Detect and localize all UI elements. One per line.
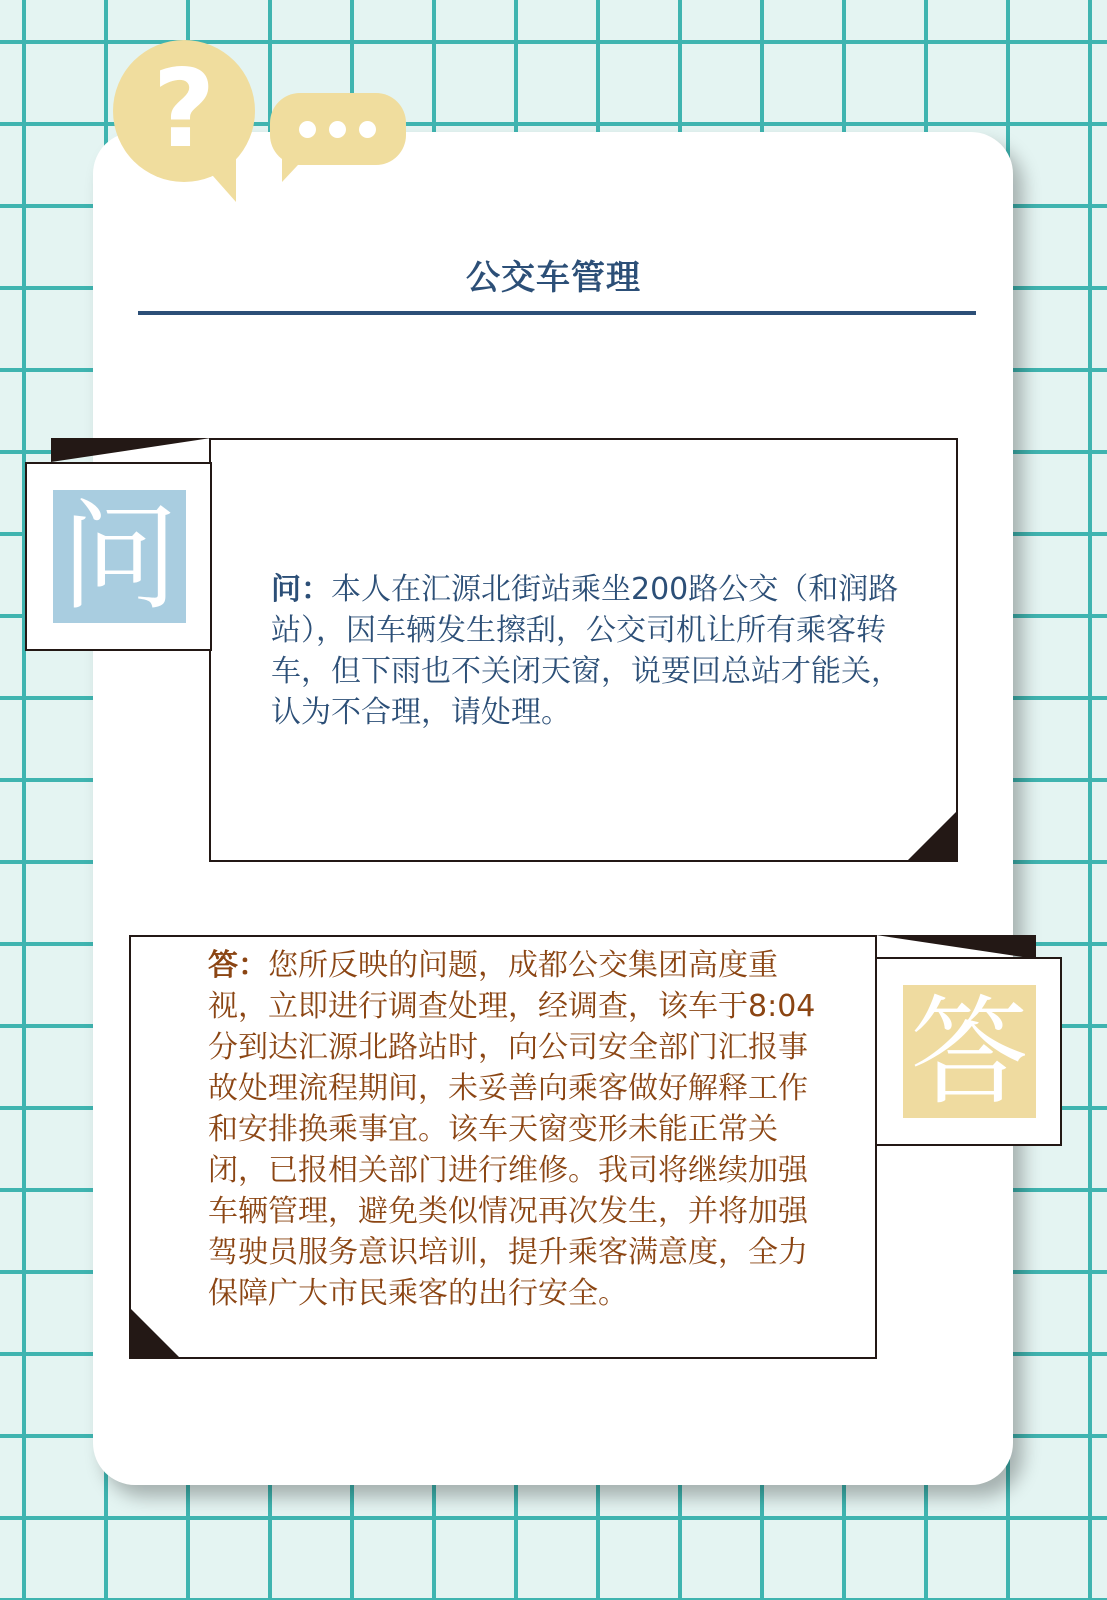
question-fold-corner [906,810,958,862]
question-tag [25,462,212,651]
answer-lead: 答： [208,948,268,983]
title-divider [138,311,976,315]
answer-fold-corner [129,1307,181,1359]
question-lead: 问： [271,572,331,607]
answer-tag [875,957,1062,1146]
question-tag-char: 问 [53,490,186,623]
answer-tag-char: 答 [903,985,1036,1118]
answer-body: 您所反映的问题，成都公交集团高度重视，立即进行调查处理，经调查，该车于8:04分到达汇源北路站时，向公司安全部门汇报事故处理流程期间，未妥善向乘客做好解释工作和安排换乘事宜。该车天窗变形未能正常关闭，已报相关部门进行维修。我司将继续加强车辆管理，避免类似情况再次发生，并将加强驾驶员服务意识培训，提升乘客满意度，全力保障广大市民乘客的出行安全。 [208,948,816,1311]
answer-text [208,945,825,1314]
question-body: 本人在汇源北街站乘坐200路公交（和润路站），因车辆发生擦刮，公交司机让所有乘客转车，但下雨也不关闭天窗，说要回总站才能关，认为不合理，请处理。 [271,572,901,730]
page-title: 公交车管理 [466,258,641,298]
question-fold-top [51,438,211,462]
answer-fold-top [876,935,1036,959]
question-text [271,569,921,733]
